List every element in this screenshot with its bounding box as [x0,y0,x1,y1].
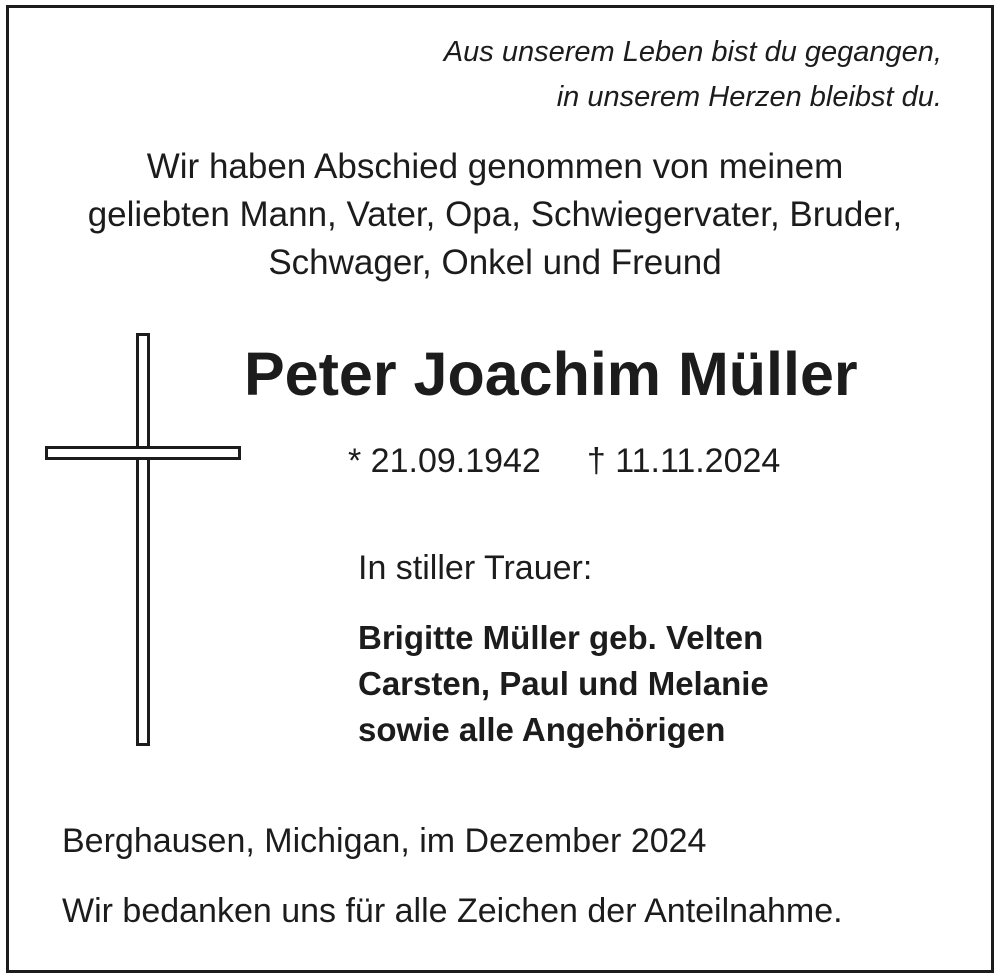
intro-text [0,143,990,287]
mourners-heading: In stiller Trauer: [358,549,593,587]
motto-line-1: Aus unserem Leben bist du gegangen, [443,36,942,68]
motto [444,30,942,120]
thanks-note: Wir bedanken uns für alle Zeichen der Anteilnahme. [62,892,843,930]
intro-line-2: geliebten Mann, Vater, Opa, Schwiegervater, Bruder, [87,195,903,234]
intro-line-1: Wir haben Abschied genommen von meinem [146,147,844,186]
motto-line-2: in unserem Herzen bleibst du. [556,81,942,113]
birth-date: * 21.09.1942 [348,442,541,480]
deceased-name: Peter Joachim Müller [244,340,858,408]
mourner-line: Brigitte Müller geb. Velten [358,619,764,656]
mourner-line: Carsten, Paul und Melanie [358,665,769,702]
mourner-line: sowie alle Angehörigen [358,711,726,748]
place-and-date: Berghausen, Michigan, im Dezember 2024 [62,822,707,860]
mourners-list [358,615,769,753]
life-dates [348,438,780,484]
cross-icon [44,333,244,749]
intro-line-3: Schwager, Onkel und Freund [268,243,722,282]
death-date: † 11.11.2024 [586,442,781,480]
